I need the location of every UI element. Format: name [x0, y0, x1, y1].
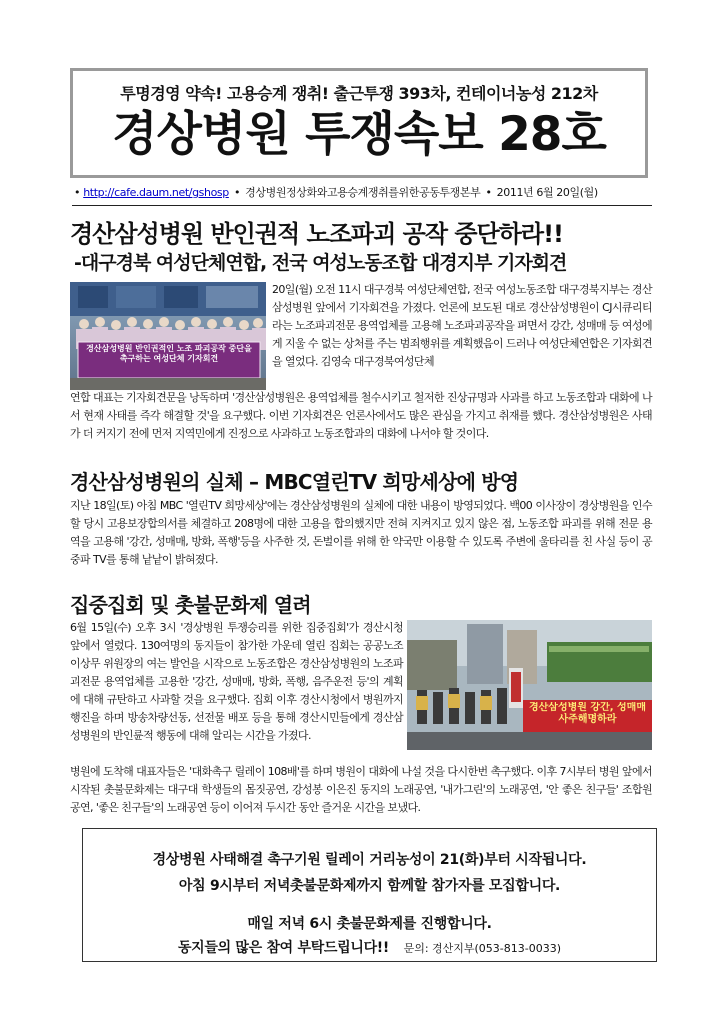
article1-paragraph-full: 연합 대표는 기자회견문을 낭독하며 '경산삼성병원은 용역업체를 철수시키고 철저한 진상규명과 사과를 하고 노동조합과 대화에 나서 현재 사태를 즉각 해결할 것'을 요구했다. 이번 기자회견은 언론사에서도 많은 관심을 가지고 취재를 했다. 경산삼성병원은 사태가 더 커지기 전에 먼저 지역민에게 진정으로 사과하고 노동조합과의 대화에 나서야 할 것이다.	[70, 391, 652, 440]
cafe-link[interactable]: http://cafe.daum.net/gshosp	[83, 186, 229, 199]
notice-line-4: 동지들의 많은 참여 부탁드립니다!!	[177, 940, 389, 956]
header-divider	[72, 205, 652, 206]
organization-name: 경상병원정상화와고용승계쟁취를위한공동투쟁본부	[245, 186, 481, 199]
bullet: •	[233, 186, 241, 199]
rally-banner-text: 경산삼성병원 강간, 성매매 사주해명하라	[528, 702, 647, 725]
bullet: •	[485, 186, 492, 199]
notice-line-4-row	[83, 937, 656, 957]
notice-line-1: 경상병원 사태해결 촉구기원 릴레이 거리농성이 21(화)부터 시작됩니다.	[152, 852, 587, 868]
masthead	[70, 68, 648, 178]
notice-line-3: 매일 저녁 6시 촛불문화제를 진행합니다.	[247, 916, 492, 932]
bullet: •	[74, 186, 81, 199]
masthead-title: 경상병원 투쟁속보 28호	[112, 107, 606, 162]
press-banner-text: 경산삼성병원 반인권적인 노조 파괴공작 중단을 촉구하는 여성단체 기자회견	[86, 344, 252, 363]
masthead-tagline: 투명경영 약속! 고용승계 쟁취! 출근투쟁 393차, 컨테이너농성 212차	[120, 84, 598, 103]
rally-photo	[407, 620, 652, 750]
article1-paragraph-right: 20일(월) 오전 11시 대구경북 여성단체연합, 전국 여성노동조합 대구경북지부는 경산삼성병원 앞에서 기자회견을 가졌다. 언론에 보도된 대로 경산삼성병원이 CJ시큐리티라는 노조파괴전문 용역업체를 고용해 노조파괴공작을 펴면서 강간, 성매매 등 여성에게 지울 수 없는 상처를 주는 범죄행위를 계획했음이 드러나 여성단체연합은 기자회견을 열었다. 김영숙 대구경북여성단체	[272, 283, 652, 368]
press-conference-photo	[70, 282, 266, 390]
article3-paragraph-left: 6월 15일(수) 오후 3시 '경상병원 투쟁승리를 위한 집중집회'가 경산시청 앞에서 열렸다. 130여명의 동지들이 참가한 가운데 열린 집회는 공공노조 이상무 위원장의 여는 발언을 시작으로 노동조합은 경산삼성병원의 노조파괴전문 용역업체를 고용한 '강간, 성매매, 방화, 폭행, 음주운전 등'의 계획에 대해 규탄하고 사과할 것을 요구했다. 집회 이후 경산시청에서 병원까지 행진을 하며 방송차량선동, 선전물 배포 등을 통해 경산시민들에게 경산삼성병원의 반인륜적 행동에 대해 알리는 시간을 가졌다.	[70, 621, 403, 742]
article1-subheadline: -대구경북 여성단체연합, 전국 여성노동조합 대경지부 기자회견	[74, 252, 567, 274]
info-bar	[74, 184, 654, 202]
article1-headline: 경산삼성병원 반인권적 노조파괴 공작 중단하라!!	[70, 220, 563, 248]
issue-date: 2011년 6월 20일(월)	[496, 186, 598, 199]
notice-line-2: 아침 9시부터 저녁촛불문화제까지 함께할 참가자를 모집합니다.	[178, 878, 561, 894]
article3-headline: 집중집회 및 촛불문화제 열려	[70, 593, 311, 617]
notice-contact: 문의: 경산지부(053-813-0033)	[403, 942, 562, 955]
notice-box	[82, 828, 657, 962]
article2-headline: 경산삼성병원의 실체 – MBC열린TV 희망세상에 방영	[70, 470, 519, 494]
article3-paragraph-full: 병원에 도착해 대표자들은 '대화촉구 릴레이 108배'를 하며 병원이 대화에 나설 것을 다시한번 촉구했다. 이후 7시부터 병원 앞에서 시작된 촛불문화제는 대구대 학생들의 몸짓공연, 강성봉 이은진 동지의 노래공연, '내가그린'의 노래공연, '안 좋은 친구들' 조합원 공연, '좋은 친구들'의 노래공연 등이 이어져 두시간 동안 즐거운 시간을 보냈다.	[70, 765, 652, 814]
article2-paragraph: 지난 18일(토) 아침 MBC '열린TV 희망세상'에는 경산삼성병원의 실체에 대한 내용이 방영되었다. 백00 이사장이 경상병원을 인수할 당시 고용보장합의서를 체결하고 208명에 대한 고용을 합의했지만 전혀 지켜지고 있지 않은 점, 노동조합 파괴를 위해 전문 용역을 고용해 '강간, 성매매, 방화, 폭행'등을 사주한 것, 돈벌이를 위해 한 약국만 이용할 수 있도록 주변에 울타리를 친 사실 등이 공중파 TV를 통해 낱낱이 밝혀졌다.	[70, 499, 652, 566]
